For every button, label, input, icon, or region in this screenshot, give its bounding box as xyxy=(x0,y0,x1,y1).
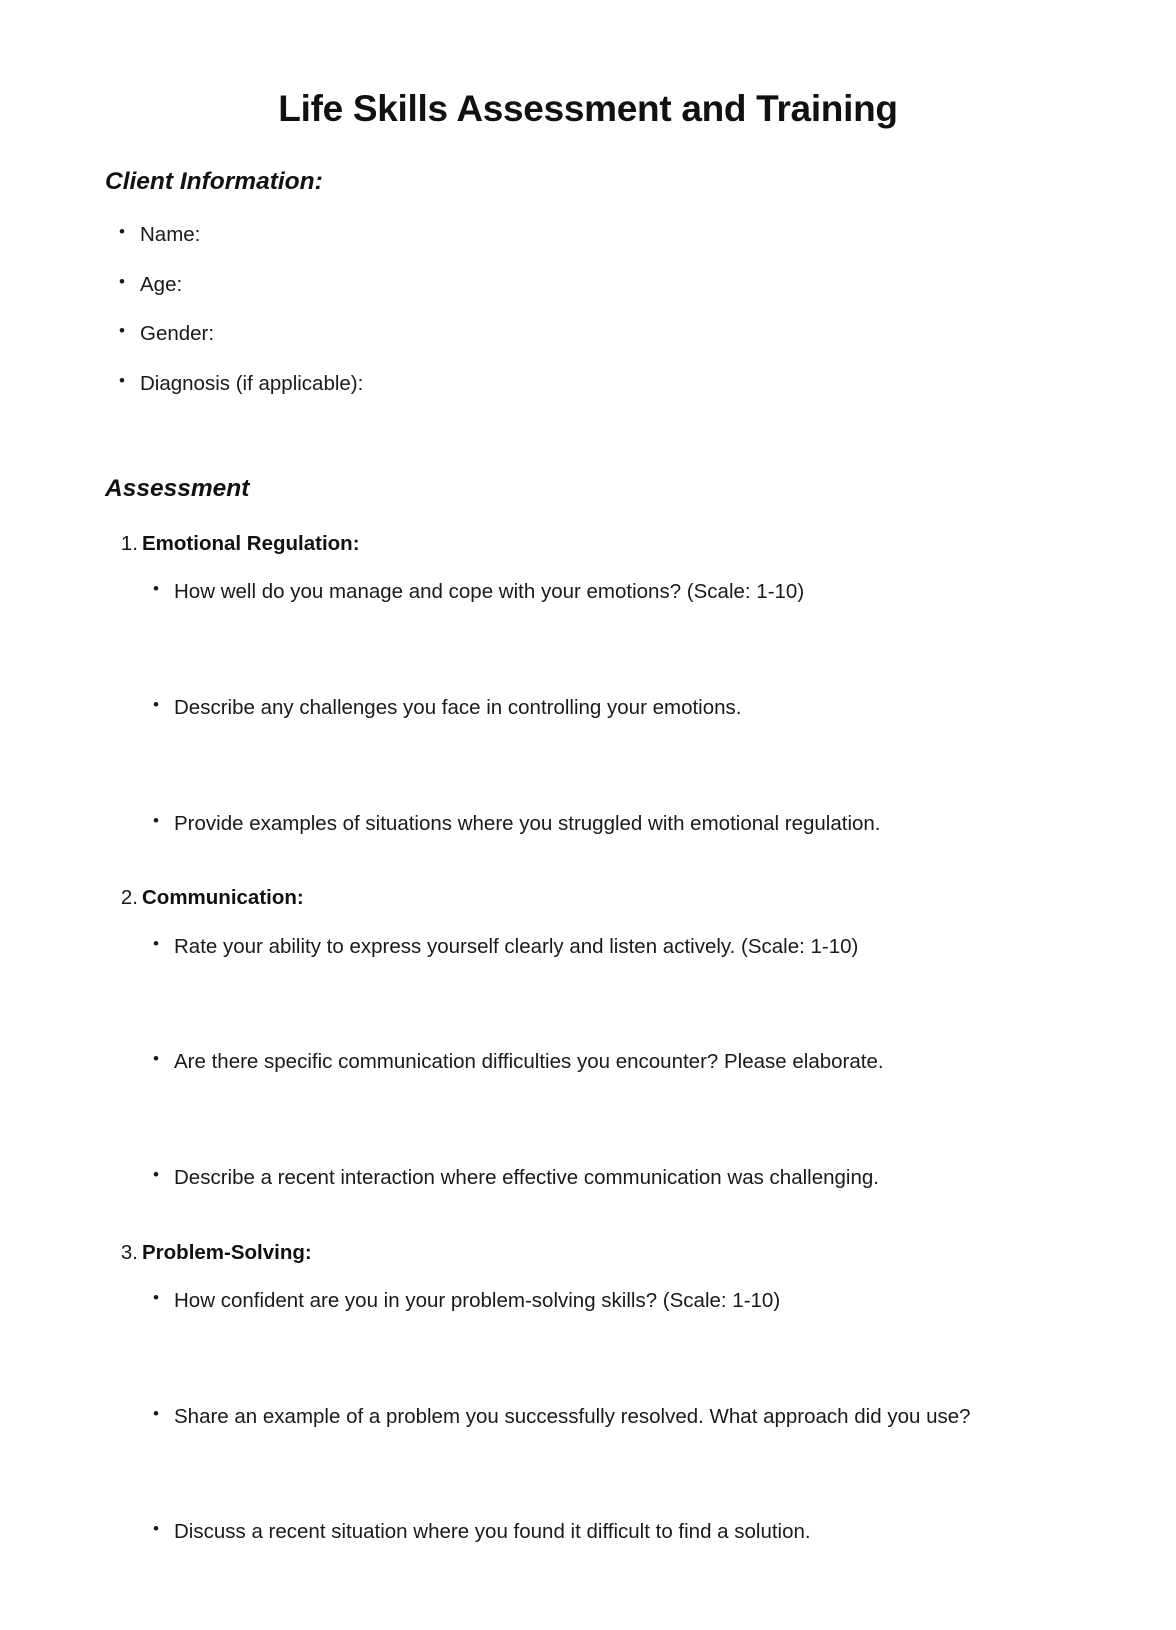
list-item xyxy=(0,695,1176,721)
assessment-list xyxy=(0,532,1176,1545)
list-item xyxy=(0,811,1176,837)
assessment-item-problem-solving xyxy=(0,1241,1176,1545)
question-text: Describe a recent interaction where effective communication was challenging. xyxy=(174,1166,879,1190)
assessment-item-number: 1. xyxy=(120,531,138,555)
question-text: Share an example of a problem you successfully resolved. What approach did you use? xyxy=(174,1404,971,1428)
list-item xyxy=(0,1519,1176,1545)
question-list-emotional-regulation xyxy=(0,579,1176,836)
list-item xyxy=(0,1049,1176,1075)
assessment-item-emotional-regulation xyxy=(0,532,1176,836)
assessment-item-header xyxy=(0,886,1176,911)
question-text: Rate your ability to express yourself clearly and listen actively. (Scale: 1-10) xyxy=(174,934,859,958)
client-information-list xyxy=(0,223,1176,396)
assessment-item-header xyxy=(0,1241,1176,1266)
client-information-heading: Client Information: xyxy=(105,167,323,195)
client-field-diagnosis-label: Diagnosis (if applicable): xyxy=(140,371,364,395)
question-text: How confident are you in your problem-solving skills? (Scale: 1-10) xyxy=(174,1289,781,1313)
assessment-item-header xyxy=(0,532,1176,557)
assessment-item-label: Communication: xyxy=(142,886,304,910)
assessment-item-label: Problem-Solving: xyxy=(142,1240,312,1264)
client-field-gender-label: Gender: xyxy=(140,322,215,346)
assessment-item-communication xyxy=(0,886,1176,1190)
question-text: Describe any challenges you face in controlling your emotions. xyxy=(174,695,742,719)
page-title: Life Skills Assessment and Training xyxy=(278,88,898,129)
list-item xyxy=(0,223,1176,248)
list-item xyxy=(0,934,1176,960)
list-item xyxy=(0,273,1176,298)
question-list-problem-solving xyxy=(0,1288,1176,1545)
question-text: Discuss a recent situation where you found it difficult to find a solution. xyxy=(174,1520,811,1544)
question-list-communication xyxy=(0,934,1176,1191)
client-field-age-label: Age: xyxy=(140,272,183,296)
list-item xyxy=(0,1165,1176,1191)
list-item xyxy=(0,372,1176,397)
list-item xyxy=(0,1404,1176,1430)
assessment-item-number: 3. xyxy=(120,1240,138,1264)
question-text: How well do you manage and cope with your emotions? (Scale: 1-10) xyxy=(174,580,805,604)
assessment-heading: Assessment xyxy=(105,475,250,503)
client-field-name-label: Name: xyxy=(140,222,201,246)
question-text: Are there specific communication difficulties you encounter? Please elaborate. xyxy=(174,1050,884,1074)
list-item xyxy=(0,1288,1176,1314)
assessment-item-number: 2. xyxy=(120,886,138,910)
question-text: Provide examples of situations where you struggled with emotional regulation. xyxy=(174,811,881,835)
assessment-item-label: Emotional Regulation: xyxy=(142,531,360,555)
list-item xyxy=(0,322,1176,347)
list-item xyxy=(0,579,1176,605)
